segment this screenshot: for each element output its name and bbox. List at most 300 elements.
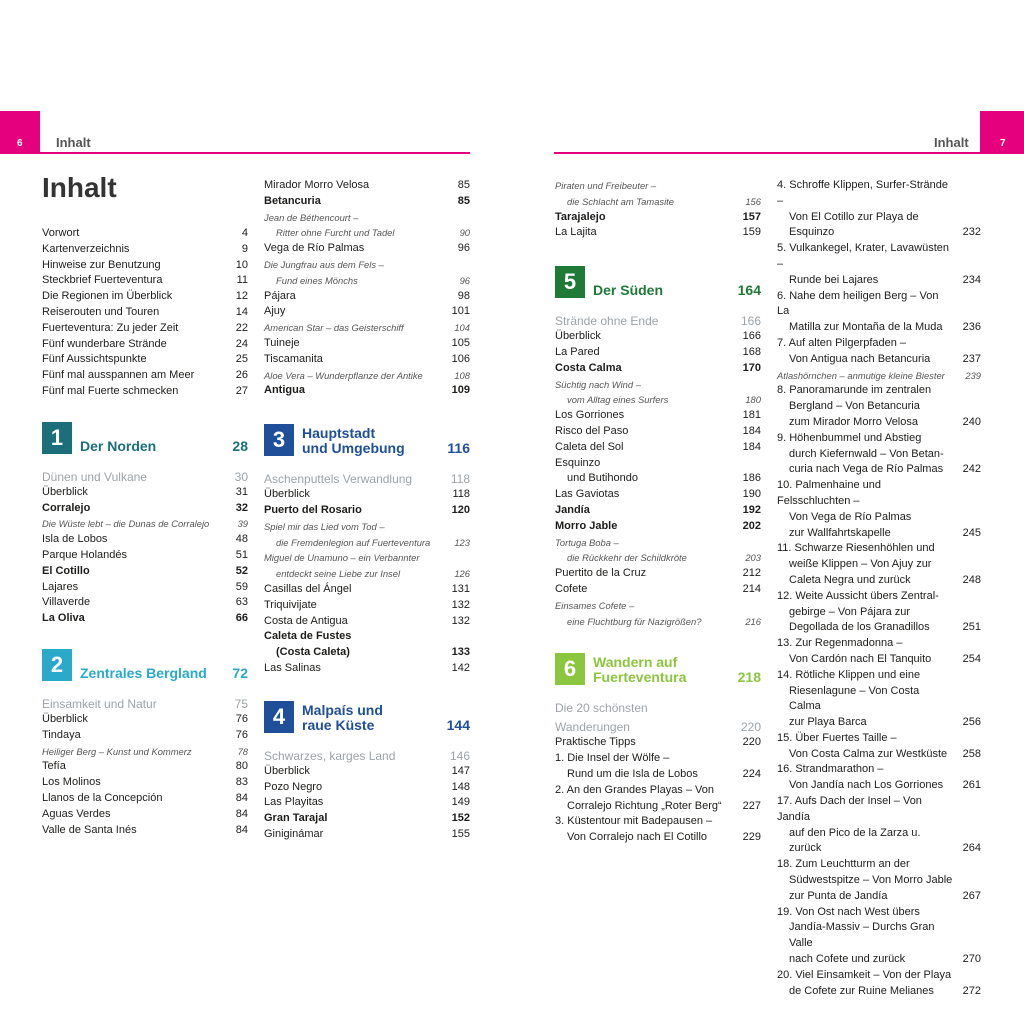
hike-entry[interactable] [777, 589, 981, 636]
toc-entry-title: Tiscamanita [264, 352, 323, 365]
toc-entry-title: Jean de Béthencourt – [264, 211, 359, 223]
toc-entry[interactable] [264, 535, 470, 551]
toc-entry[interactable] [264, 661, 470, 677]
chapter-4-list [264, 745, 470, 843]
hike-entry-line: curia nach Vega de Río Palmas [789, 463, 944, 476]
toc-entry-title: Überblick [264, 488, 310, 501]
chapter-1-heading[interactable] [42, 422, 248, 456]
hike-entry-line: 17. Aufs Dach der Insel – Von Jandía [777, 795, 922, 823]
toc-entry-page: 166 [742, 330, 761, 343]
hike-entry[interactable] [777, 668, 981, 731]
hike-entry-line: de Cofete zur Ruine Melianes [789, 984, 934, 997]
toc-entry[interactable] [264, 745, 470, 764]
hike-entry-line: 7. Auf alten Pilgerpfaden – [777, 336, 907, 349]
hike-entry-line: 16. Strandmarathon – [777, 763, 884, 776]
toc-entry[interactable] [264, 582, 470, 598]
hike-entry-page: 270 [962, 953, 981, 966]
chapter-5-page: 164 [737, 282, 761, 299]
page-number-right: 7 [1000, 138, 1006, 149]
toc-entry[interactable] [42, 712, 248, 728]
toc-entry-title: Triquivijate [264, 598, 317, 611]
toc-entry[interactable] [42, 352, 248, 368]
toc-entry-title: Überblick [555, 330, 601, 343]
chapter-2-page: 72 [232, 664, 248, 681]
toc-entry[interactable] [555, 519, 761, 535]
toc-entry[interactable] [42, 321, 248, 337]
hike-entry-line: 4. Schroffe Klippen, Surfer-Strände – [777, 179, 949, 207]
chapter-6-heading[interactable] [555, 653, 761, 687]
toc-entry[interactable] [264, 225, 470, 241]
toc-entry[interactable] [555, 440, 761, 456]
hike-entry-page: 272 [962, 984, 981, 997]
toc-entry-page: 104 [454, 322, 470, 334]
toc-entry[interactable] [264, 519, 470, 535]
toc-entry[interactable] [555, 697, 761, 716]
toc-entry[interactable] [264, 241, 470, 257]
toc-entry-title: Die 20 schönsten [555, 701, 648, 716]
toc-entry-title: Fünf Aussichtspunkte [42, 353, 147, 366]
hike-entry-page: 245 [962, 526, 981, 539]
toc-entry[interactable] [42, 775, 248, 791]
toc-entry-title: Parque Holandés [42, 548, 128, 561]
hike-entry-line: 14. Rötliche Klippen und eine [777, 668, 921, 681]
toc-entry[interactable] [555, 310, 761, 329]
hike-entry[interactable] [777, 383, 981, 430]
toc-entry-title: Esquinzo [555, 456, 601, 469]
toc-entry-title: Strände ohne Ende [555, 314, 659, 329]
toc-entry[interactable] [555, 550, 761, 566]
toc-entry[interactable] [555, 225, 761, 241]
toc-entry-page: 85 [457, 179, 470, 191]
toc-entry-page: 66 [235, 612, 248, 625]
hike-entry-line: Runde bei Lajares [789, 273, 879, 286]
toc-entry-title: La Pared [555, 345, 600, 358]
toc-entry-page: 190 [742, 488, 761, 501]
toc-entry-title: Atlashörnchen – anmutige kleine Biester [777, 369, 945, 381]
hike-entry[interactable] [777, 762, 981, 794]
toc-entry-title: Kartenverzeichnis [42, 242, 130, 255]
toc-entry[interactable] [264, 566, 470, 582]
hike-entry-line: Von Cardón nach El Tanquito [789, 652, 932, 665]
toc-entry[interactable] [42, 516, 248, 532]
toc-entry[interactable] [555, 361, 761, 377]
toc-entry-title: Costa de Antigua [264, 614, 348, 627]
toc-entry-page: 14 [235, 305, 248, 318]
toc-entry-title: Tindaya [42, 728, 81, 741]
hike-entry-line: 1. Die Insel der Wölfe – [555, 752, 670, 765]
hike-entry-line: 11. Schwarze Riesenhöhlen und [777, 542, 935, 555]
header-rule-right [554, 152, 1024, 154]
chapter-2-list-continued [264, 178, 470, 399]
toc-entry[interactable] [264, 629, 470, 645]
toc-entry-page: 146 [449, 748, 470, 763]
hike-entry[interactable] [777, 731, 981, 763]
toc-entry[interactable] [264, 827, 470, 843]
chapter-2-title: Zentrales Bergland [80, 664, 207, 681]
toc-entry-title: Piraten und Freibeuter – [555, 180, 657, 191]
chapter-6-title-line1: Wandern auf [593, 654, 678, 671]
toc-entry[interactable] [264, 210, 470, 226]
chapter-4-list-continued [555, 178, 761, 241]
toc-entry-page: 27 [235, 384, 248, 397]
toc-entry-title: Schwarzes, karges Land [264, 748, 396, 763]
toc-entry-title: Villaverde [42, 596, 91, 609]
toc-entry[interactable] [264, 194, 470, 210]
toc-entry-title: Dünen und Vulkane [42, 469, 147, 484]
toc-entry-title: Einsames Cofete – [555, 599, 635, 611]
toc-entry-title: die Fremdenlegion auf Fuerteventura [276, 536, 431, 548]
toc-entry-title: Corralejo [42, 501, 91, 514]
toc-entry-title: Einsamkeit und Natur [42, 696, 157, 711]
toc-entry[interactable] [42, 823, 248, 839]
toc-entry-page: 212 [742, 567, 761, 580]
toc-entry-page: 52 [235, 564, 248, 577]
toc-entry[interactable] [264, 368, 470, 384]
toc-entry-page: 84 [235, 791, 248, 804]
toc-entry-title: Valle de Santa Inés [42, 823, 137, 836]
toc-entry[interactable] [555, 487, 761, 503]
toc-entry[interactable] [42, 305, 248, 321]
chapter-3-title [302, 426, 405, 456]
toc-entry-title: Betancuria [264, 194, 321, 207]
toc-entry[interactable] [264, 764, 470, 780]
toc-entry-title: Reiserouten und Touren [42, 305, 160, 318]
hike-entry[interactable] [555, 751, 761, 783]
hike-entry[interactable] [777, 178, 981, 241]
toc-entry-title: Isla de Lobos [42, 533, 108, 546]
toc-entry-page: 166 [740, 314, 761, 329]
toc-entry[interactable] [42, 791, 248, 807]
toc-entry-title: Praktische Tipps [555, 736, 636, 749]
toc-entry-page: 76 [235, 728, 248, 741]
toc-entry[interactable] [555, 456, 761, 472]
toc-entry[interactable] [555, 566, 761, 582]
hike-entry-page: 227 [742, 799, 761, 812]
hike-entry-line: 20. Viel Einsamkeit – Von der Playa [777, 968, 952, 981]
hike-entry[interactable] [777, 241, 981, 288]
toc-entry-page: 132 [451, 614, 470, 627]
toc-entry[interactable] [42, 580, 248, 596]
chapter-5-heading[interactable] [555, 266, 761, 300]
hike-entry-page: 224 [742, 767, 761, 780]
chapter-6-number: 6 [555, 653, 585, 685]
chapter-4-title [302, 703, 383, 733]
toc-entry-page: 76 [235, 712, 248, 725]
hike-entry-page: 236 [962, 321, 981, 334]
hike-entry[interactable] [777, 289, 981, 336]
hike-entry[interactable] [555, 814, 761, 846]
toc-entry[interactable] [555, 503, 761, 519]
toc-entry-title: La Lajita [555, 226, 597, 239]
toc-entry-title: Fünf wunderbare Strände [42, 337, 167, 350]
page-number-tab-left [0, 111, 40, 153]
toc-entry[interactable] [555, 392, 761, 408]
toc-column-3 [555, 178, 761, 846]
toc-entry-title: Tortuga Boba – [555, 536, 619, 548]
toc-entry-page: 186 [742, 472, 761, 485]
toc-entry-title: Morro Jable [555, 519, 618, 532]
toc-entry-page: 96 [459, 274, 470, 286]
toc-entry-page: 156 [745, 195, 761, 207]
toc-entry[interactable] [264, 811, 470, 827]
header-rule-left [0, 152, 470, 154]
toc-entry-page: 214 [742, 582, 761, 595]
toc-entry-title: entdeckt seine Liebe zur Insel [276, 568, 401, 580]
toc-entry[interactable] [264, 352, 470, 368]
toc-entry-title: Steckbrief Fuerteventura [42, 274, 163, 287]
toc-entry[interactable] [264, 304, 470, 320]
hike-entry-line: auf den Pico de la Zarza u. zurück [789, 826, 921, 855]
hike-entry-page: 242 [962, 463, 981, 476]
toc-entry-title: Risco del Paso [555, 424, 629, 437]
toc-entry[interactable] [555, 345, 761, 361]
hike-entry-page: 229 [742, 831, 761, 844]
page-number-left: 6 [17, 138, 23, 149]
toc-entry-page: 159 [742, 226, 761, 239]
toc-entry-page: 132 [451, 598, 470, 611]
chapter-4-title-line2: raue Küste [302, 716, 375, 733]
toc-entry-title: Fund eines Mönchs [276, 274, 358, 286]
toc-entry-page: 142 [451, 661, 470, 674]
toc-entry-title: (Costa Caleta) [276, 646, 350, 659]
toc-entry-title: American Star – das Geisterschiff [264, 322, 404, 334]
toc-entry-page: 39 [237, 518, 248, 530]
toc-entry-page: 126 [454, 568, 470, 580]
toc-entry-page: 78 [237, 745, 248, 757]
hike-entry[interactable] [777, 857, 981, 904]
toc-entry-page: 109 [451, 384, 470, 397]
hike-entry-page: 234 [962, 273, 981, 286]
toc-entry[interactable] [555, 178, 761, 194]
toc-entry[interactable] [42, 728, 248, 744]
toc-entry-title: Puertito de la Cruz [555, 567, 647, 580]
hike-entry[interactable] [777, 968, 981, 1000]
toc-entry-page: 147 [451, 764, 470, 777]
chapter-2-number: 2 [42, 649, 72, 681]
toc-entry[interactable] [42, 368, 248, 384]
hike-entry-line: zur Punta de Jandía [789, 889, 888, 902]
hike-entry-page: 267 [962, 889, 981, 902]
hike-entry-line: 13. Zur Regenmadonna – [777, 637, 903, 650]
toc-entry[interactable] [42, 289, 248, 305]
toc-entry-title: Pájara [264, 289, 296, 302]
toc-entry-title: Die Regionen im Überblick [42, 290, 173, 303]
chapter-2-heading[interactable] [42, 649, 248, 683]
toc-entry-title: Heiliger Berg – Kunst und Kommerz [42, 745, 192, 757]
toc-entry-title: Tefía [42, 760, 66, 773]
toc-entry[interactable] [555, 424, 761, 440]
toc-entry[interactable] [42, 693, 248, 712]
hike-entry[interactable] [777, 636, 981, 668]
toc-entry[interactable] [264, 273, 470, 289]
toc-entry[interactable] [555, 614, 761, 630]
hike-entry-line: Caleta Negra und zurück [789, 573, 911, 586]
hike-entry[interactable] [777, 478, 981, 541]
toc-entry-title: Fünf mal Fuerte schmecken [42, 384, 179, 397]
toc-entry-page: 108 [454, 369, 470, 381]
chapter-6-list [555, 697, 761, 751]
toc-entry[interactable] [42, 273, 248, 289]
toc-entry-title: Las Salinas [264, 661, 321, 674]
hike-entry[interactable] [777, 794, 981, 857]
toc-entry[interactable] [555, 194, 761, 210]
toc-entry[interactable] [264, 336, 470, 352]
toc-entry-page: 10 [235, 258, 248, 271]
toc-entry[interactable] [264, 383, 470, 399]
toc-entry-page: 133 [451, 646, 470, 659]
toc-entry[interactable] [555, 598, 761, 614]
toc-entry[interactable] [264, 289, 470, 305]
toc-entry-page: 63 [235, 596, 248, 609]
toc-entry-page: 32 [235, 501, 248, 514]
hike-entry-line: 18. Zum Leuchtturm an der [777, 858, 910, 871]
toc-entry[interactable] [42, 384, 248, 400]
toc-entry[interactable] [42, 466, 248, 485]
hike-entry[interactable] [777, 431, 981, 478]
toc-entry[interactable] [42, 564, 248, 580]
toc-entry[interactable] [42, 807, 248, 823]
toc-entry[interactable] [264, 645, 470, 661]
toc-column-4 [777, 178, 981, 999]
chapter-3-heading[interactable] [264, 424, 470, 458]
toc-entry[interactable] [42, 485, 248, 501]
hike-entry-page: 261 [962, 779, 981, 792]
chapter-4-heading[interactable] [264, 701, 470, 735]
toc-entry-page: 180 [745, 394, 761, 406]
hike-entry-line: Jandía-Massiv – Durchs Gran Valle [789, 921, 935, 950]
toc-entry[interactable] [555, 210, 761, 226]
toc-entry-page: 149 [451, 796, 470, 809]
toc-entry[interactable] [42, 548, 248, 564]
chapter-1-page: 28 [232, 437, 248, 454]
toc-entry-page: 83 [235, 776, 248, 789]
chapter-5-list [555, 310, 761, 629]
toc-entry-page: 96 [457, 242, 470, 255]
toc-entry[interactable] [264, 780, 470, 796]
toc-entry[interactable] [264, 614, 470, 630]
toc-entry[interactable] [42, 611, 248, 627]
toc-entry[interactable] [264, 598, 470, 614]
toc-column-1 [42, 172, 248, 838]
toc-entry[interactable] [555, 377, 761, 393]
hike-entry-line: 10. Palmenhaine und Felsschluchten – [777, 479, 881, 507]
toc-entry-page: 170 [742, 361, 761, 374]
toc-entry[interactable] [555, 408, 761, 424]
hike-entry[interactable] [555, 783, 761, 815]
hike-entry-line: Von Costa Calma zur Westküste [789, 747, 948, 760]
toc-entry-title: Vorwort [42, 227, 80, 239]
hike-entry-line: Degollada de los Granadillos [789, 621, 930, 634]
toc-entry[interactable] [777, 368, 981, 384]
toc-entry-page: 4 [241, 227, 248, 239]
toc-entry[interactable] [42, 759, 248, 775]
chapter-6-title-line2: Fuerteventura [593, 669, 687, 686]
toc-entry[interactable] [555, 329, 761, 345]
toc-entry-page: 51 [235, 548, 248, 561]
toc-entry-page: 184 [742, 440, 761, 453]
hike-entry-line: 15. Über Fuertes Taille – [777, 731, 897, 744]
toc-entry-title: Puerto del Rosario [264, 503, 362, 516]
hike-entry-line: Südwestspitze – Von Morro Jable [789, 874, 953, 887]
page-number-tab-right [980, 111, 1024, 153]
toc-entry-title: Ajuy [264, 305, 286, 318]
hike-entry-line: Von Jandía nach Los Gorriones [789, 779, 944, 792]
chapter-4-title-line1: Malpaís und [302, 701, 383, 718]
toc-entry[interactable] [42, 532, 248, 548]
toc-entry-title: Hinweise zur Benutzung [42, 258, 161, 271]
toc-entry[interactable] [555, 471, 761, 487]
running-header-right: Inhalt [934, 135, 969, 150]
hike-entry-page: 240 [962, 415, 981, 428]
chapter-4-page: 144 [446, 716, 470, 733]
chapter-1-number: 1 [42, 422, 72, 454]
hike-entry-page: 256 [962, 716, 981, 729]
toc-entry[interactable] [555, 716, 761, 735]
hike-entry-line: durch Kiefernwald – Von Betan- [789, 447, 944, 460]
hike-entry-page: 251 [962, 621, 981, 634]
toc-entry-page: 101 [451, 305, 470, 318]
toc-entry[interactable] [555, 582, 761, 598]
toc-column-2 [264, 178, 470, 843]
toc-entry[interactable] [264, 795, 470, 811]
toc-intro-list [42, 226, 248, 400]
toc-entry[interactable] [42, 337, 248, 353]
toc-entry-page: 118 [450, 472, 470, 487]
hike-entry[interactable] [777, 541, 981, 588]
toc-entry[interactable] [42, 501, 248, 517]
toc-entry-page: 22 [235, 321, 248, 334]
chapter-3-number: 3 [264, 424, 294, 456]
toc-entry-title: Las Gaviotas [555, 488, 620, 501]
toc-entry[interactable] [264, 550, 470, 566]
hike-entry-line: Corralejo Richtung „Roter Berg“ [567, 799, 722, 812]
running-header-left: Inhalt [56, 135, 91, 150]
hike-entry-page: 248 [962, 573, 981, 586]
hike-entry-page: 237 [962, 352, 981, 365]
toc-entry[interactable] [42, 242, 248, 258]
hike-entry-line: Von El Cotillo zur Playa de Esquinzo [789, 210, 919, 239]
toc-entry-page: 184 [742, 424, 761, 437]
hike-entry-line: Von Vega de Río Palmas [789, 510, 912, 523]
toc-entry[interactable] [264, 320, 470, 336]
toc-entry[interactable] [42, 226, 248, 242]
toc-entry-page: 202 [742, 519, 761, 532]
toc-entry-title: Wanderungen [555, 720, 630, 735]
toc-entry[interactable] [264, 487, 470, 503]
toc-entry[interactable] [42, 258, 248, 274]
toc-entry-page: 9 [241, 242, 248, 255]
toc-entry-title: Lajares [42, 580, 79, 593]
toc-entry-page: 123 [454, 536, 470, 548]
toc-entry-page: 168 [742, 345, 761, 358]
toc-entry[interactable] [264, 257, 470, 273]
toc-entry-title: Aloe Vera – Wunderpflanze der Antike [264, 369, 423, 381]
hike-entry[interactable] [777, 336, 981, 368]
hike-entry-line: zum Mirador Morro Velosa [789, 415, 918, 428]
toc-entry[interactable] [42, 595, 248, 611]
hike-entry-line: Von Corralejo nach El Cotillo [567, 831, 708, 844]
toc-entry[interactable] [264, 503, 470, 519]
toc-entry-title: Die Jungfrau aus dem Fels – [264, 258, 384, 270]
toc-entry[interactable] [555, 735, 761, 751]
toc-entry[interactable] [555, 535, 761, 551]
toc-entry[interactable] [42, 744, 248, 760]
hike-entry[interactable] [777, 905, 981, 968]
toc-entry-title: Llanos de la Concepción [42, 791, 163, 804]
toc-entry-page: 192 [742, 503, 761, 516]
toc-entry[interactable] [264, 178, 470, 194]
toc-entry[interactable] [264, 468, 470, 487]
